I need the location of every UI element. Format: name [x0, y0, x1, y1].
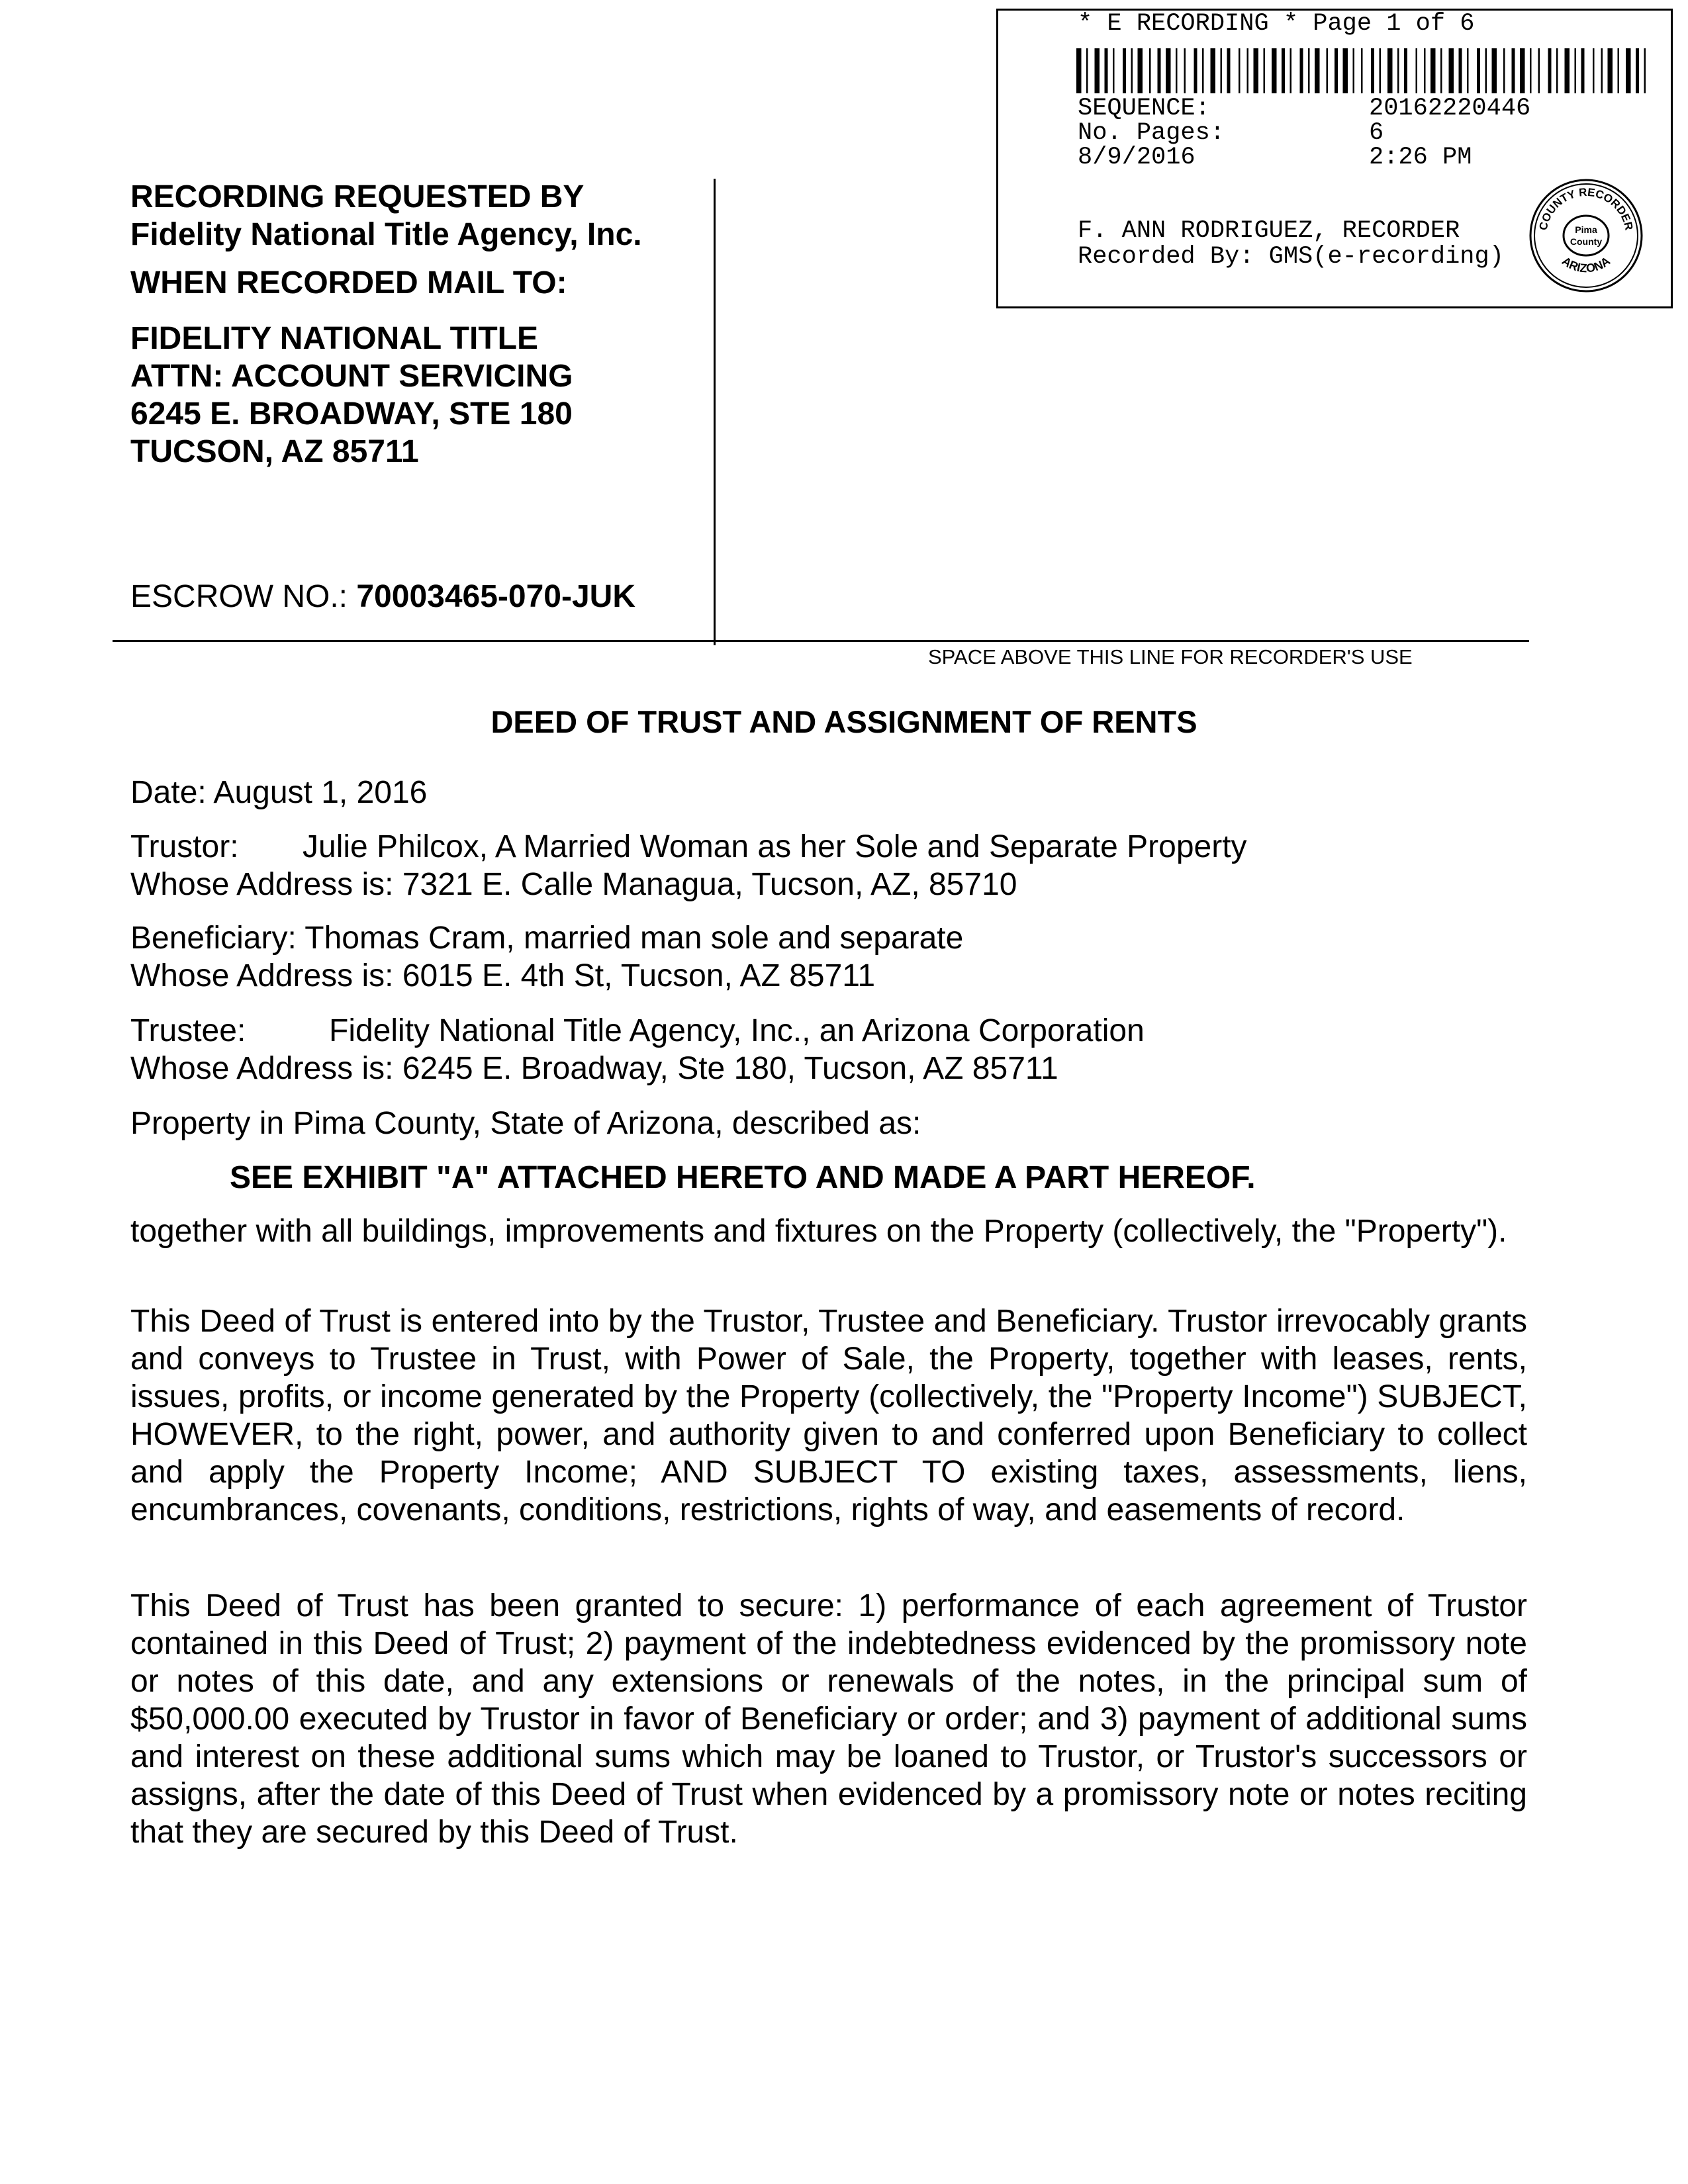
recorder-name: F. ANN RODRIGUEZ, RECORDER — [1078, 217, 1460, 245]
barcode-bar — [1601, 48, 1603, 93]
barcode-bar — [1404, 48, 1407, 93]
barcode-bar — [1105, 48, 1108, 93]
svg-text:COUNTY RECORDER: COUNTY RECORDER — [1536, 185, 1636, 232]
beneficiary-address-label: Whose Address is: — [130, 958, 394, 993]
barcode-bar — [1247, 48, 1249, 93]
svg-text:County: County — [1570, 236, 1603, 247]
recorder-space-note: SPACE ABOVE THIS LINE FOR RECORDER'S USE — [928, 645, 1413, 668]
pages-label: No. Pages: — [1078, 119, 1225, 147]
barcode-bar — [1492, 48, 1497, 93]
beneficiary-address: 6015 E. 4th St, Tucson, AZ 85711 — [402, 958, 876, 993]
escrow-label: ESCROW NO.: — [130, 579, 348, 614]
mail-to-line: TUCSON, AZ 85711 — [130, 434, 419, 469]
trustor-label: Trustor: — [130, 829, 239, 864]
barcode-bar — [1315, 48, 1320, 93]
barcode-graphic — [1076, 48, 1646, 93]
beneficiary-value: Thomas Cram, married man sole and separate — [305, 921, 964, 956]
barcode-bar — [1608, 48, 1613, 93]
property-intro: Property in Pima County, State of Arizona, described as: — [130, 1106, 921, 1141]
barcode-bar — [1113, 48, 1115, 93]
mail-to-line: FIDELITY NATIONAL TITLE — [130, 321, 538, 356]
county-recorder-seal-icon — [1526, 176, 1646, 295]
barcode-bar — [1138, 48, 1143, 93]
barcode-bar — [1327, 48, 1329, 93]
sequence-label: SEQUENCE: — [1078, 95, 1210, 122]
barcode-bar — [1371, 48, 1374, 93]
trustor-address-label: Whose Address is: — [130, 867, 394, 902]
barcode-bar — [1300, 48, 1303, 93]
paragraph-security: This Deed of Trust has been granted to secure: 1) performance of each agreement of Trustor contained in this Deed of Trust; 2) payment of the indebtedness evidenced by the promissory note or notes of this date, and any extensions or renewals of the notes, in the principal sum of $50,000.00 executed by Trustor in favor of Beneficiary or order; and 3) payment of additional sums and interest on these additional sums which may be loaned to Trustor, or Trustor's successors or assigns, after the date of this Deed of Trust when evidenced by a promissory note or notes reciting that they are secured by this Deed of Trust. — [130, 1588, 1527, 1850]
recorder-stamp — [996, 9, 1673, 308]
barcode-bar — [1565, 48, 1570, 93]
recorded-by: Recorded By: GMS(e-recording) — [1078, 243, 1504, 271]
barcode-bar — [1158, 48, 1161, 93]
barcode-bar — [1593, 48, 1595, 93]
barcode-bar — [1548, 48, 1552, 93]
paragraph-grant: This Deed of Trust is entered into by the Trustor, Trustee and Beneficiary. Trustor irrevocably grants and conveys to Trustee in Trust, with Power of Sale, the Property, together with leases, rents, issues, profits, or income generated by the Property (collectively, the "Property Income") SUBJECT, HOWEVER, to the right, power, and authority given to and conferred upon Beneficiary to collect and apply the Property Income; AND SUBJECT TO existing taxes, assessments, liens, encumbrances, covenants, conditions, restrictions, rights of way, and easements of record. — [130, 1304, 1527, 1527]
trustor-value: Julie Philcox, A Married Woman as her Sole and Separate Property — [303, 829, 1247, 864]
barcode-bar — [1430, 48, 1436, 93]
barcode-bar — [1202, 48, 1204, 93]
barcode-bar — [1485, 48, 1487, 93]
recording-requested-label: RECORDING REQUESTED BY — [130, 179, 585, 214]
barcode-bar — [1123, 48, 1126, 93]
barcode-bar — [1644, 48, 1646, 93]
date-value: August 1, 2016 — [213, 775, 428, 810]
barcode-bar — [1424, 48, 1426, 93]
barcode-bar — [1221, 48, 1223, 93]
barcode-bar — [1184, 48, 1186, 93]
barcode-bar — [1211, 48, 1216, 93]
mail-to-line: 6245 E. BROADWAY, STE 180 — [130, 396, 573, 432]
barcode-bar — [1459, 48, 1462, 93]
barcode-bar — [1149, 48, 1151, 93]
trustor-address-row — [130, 866, 1017, 903]
mail-to-line: ATTN: ACCOUNT SERVICING — [130, 359, 573, 394]
date-label: Date: — [130, 775, 207, 810]
barcode-bar — [1397, 48, 1399, 93]
recorded-time: 2:26 PM — [1369, 144, 1472, 171]
barcode-bar — [1440, 48, 1442, 93]
trustee-label: Trustee: — [130, 1013, 246, 1048]
barcode-bar — [1449, 48, 1454, 93]
escrow-number-row — [130, 578, 635, 615]
barcode-bar — [1095, 48, 1100, 93]
vertical-divider — [714, 179, 716, 645]
exhibit-note: SEE EXHIBIT "A" ATTACHED HERETO AND MADE A PART HEREOF. — [230, 1160, 1256, 1195]
svg-text:Pima: Pima — [1575, 224, 1597, 235]
barcode-bar — [1538, 48, 1540, 93]
trustor-address: 7321 E. Calle Managua, Tucson, AZ, 85710 — [402, 867, 1017, 902]
pages-value: 6 — [1369, 119, 1384, 147]
barcode-bar — [1416, 48, 1418, 93]
mail-to-label: WHEN RECORDED MAIL TO: — [130, 265, 567, 300]
barcode-bar — [1264, 48, 1266, 93]
document-title: DEED OF TRUST AND ASSIGNMENT OF RENTS — [491, 704, 1197, 739]
barcode-bar — [1290, 48, 1292, 93]
beneficiary-row — [130, 920, 963, 957]
beneficiary-address-row — [130, 958, 875, 995]
barcode-bar — [1254, 48, 1259, 93]
barcode-bar — [1353, 48, 1355, 93]
svg-text:ARIZONA: ARIZONA — [1559, 254, 1613, 275]
barcode-bar — [1520, 48, 1525, 93]
recorded-date: 8/9/2016 — [1078, 144, 1196, 171]
barcode-bar — [1086, 48, 1088, 93]
barcode-bar — [1575, 48, 1577, 93]
barcode-bar — [1581, 48, 1585, 93]
trustee-address: 6245 E. Broadway, Ste 180, Tucson, AZ 85711 — [402, 1051, 1058, 1086]
barcode-bar — [1239, 48, 1241, 93]
barcode-bar — [1131, 48, 1133, 93]
paragraph-property: together with all buildings, improvements and fixtures on the Property (collectively, the "Property"). — [130, 1214, 1507, 1249]
barcode-bar — [1166, 48, 1171, 93]
recorder-space-line — [113, 640, 1529, 642]
barcode-bar — [1503, 48, 1505, 93]
barcode-bar — [1335, 48, 1338, 93]
barcode-bar — [1387, 48, 1393, 93]
barcode-bar — [1626, 48, 1631, 93]
barcode-bar — [1467, 48, 1469, 93]
barcode-bar — [1380, 48, 1382, 93]
barcode-bar — [1282, 48, 1285, 93]
sequence-value: 20162220446 — [1369, 95, 1531, 122]
barcode-bar — [1343, 48, 1348, 93]
trustee-address-label: Whose Address is: — [130, 1051, 394, 1086]
barcode-bar — [1512, 48, 1515, 93]
barcode-bar — [1556, 48, 1558, 93]
barcode-bar — [1272, 48, 1277, 93]
barcode-bar — [1361, 48, 1363, 93]
beneficiary-label: Beneficiary: — [130, 921, 297, 956]
escrow-number: 70003465-070-JUK — [356, 579, 635, 614]
barcode-bar — [1477, 48, 1480, 93]
barcode-bar — [1530, 48, 1532, 93]
barcode-bar — [1618, 48, 1620, 93]
barcode-bar — [1076, 48, 1082, 93]
barcode-bar — [1176, 48, 1178, 93]
date-row — [130, 774, 427, 811]
trustee-address-row — [130, 1050, 1058, 1087]
trustee-value: Fidelity National Title Agency, Inc., an Arizona Corporation — [329, 1013, 1145, 1048]
barcode-bar — [1227, 48, 1231, 93]
barcode-bar — [1308, 48, 1310, 93]
barcode-bar — [1194, 48, 1197, 93]
stamp-header: * E RECORDING * Page 1 of 6 — [1078, 10, 1475, 38]
barcode-bar — [1636, 48, 1639, 93]
recording-requested-by: Fidelity National Title Agency, Inc. — [130, 217, 642, 252]
